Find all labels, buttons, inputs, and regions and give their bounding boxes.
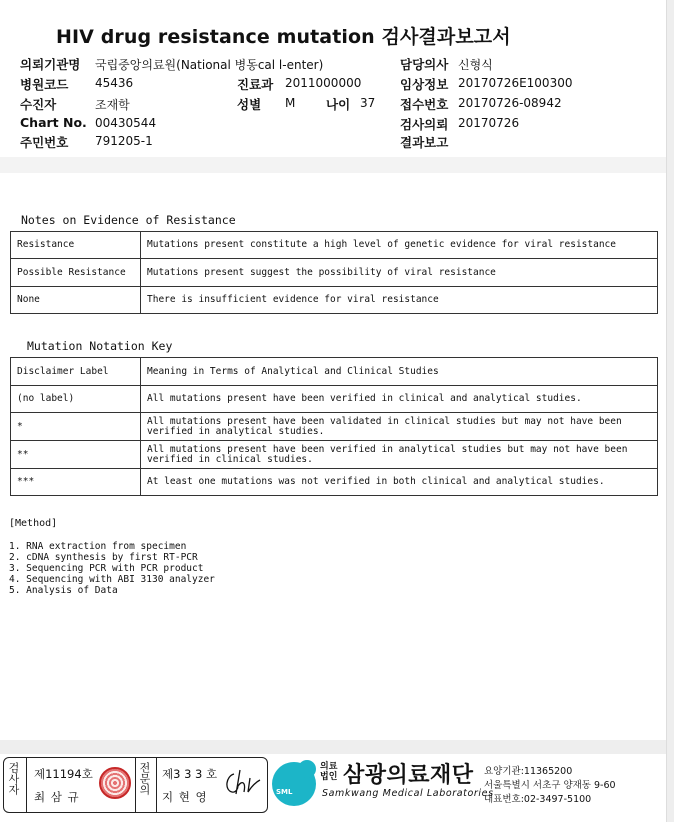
evidence-text: Mutations present constitute a high level of genetic evidence for viral resistance <box>141 232 658 259</box>
notation-text: At least one mutations was not verified in both clinical and analytical studies. <box>141 469 658 496</box>
footer-separator-band <box>0 740 666 754</box>
seal-stamp-icon <box>99 767 131 799</box>
evidence-section-title: Notes on Evidence of Resistance <box>21 213 236 227</box>
hospital-code-label: 병원코드 <box>20 77 69 92</box>
notation-section-title: Mutation Notation Key <box>27 339 173 353</box>
list-item: 3. Sequencing PCR with PCR product <box>9 563 204 574</box>
notation-table <box>10 357 658 496</box>
org-english-name: Samkwang Medical Laboratories <box>322 788 494 799</box>
hospital-code-value: 45436 <box>95 76 134 90</box>
org-kind: 의료법인 <box>320 762 338 782</box>
department-label: 진료과 <box>237 77 274 92</box>
evidence-label: Possible Resistance <box>11 259 141 287</box>
notation-label: Disclaimer Label <box>11 358 141 386</box>
table-row <box>11 259 658 287</box>
notation-label: *** <box>11 469 141 496</box>
page-edge <box>666 0 674 822</box>
notation-text: All mutations present have been verified in analytical studies but may not have been verified in clinical studies. <box>141 441 658 469</box>
table-row <box>11 386 658 413</box>
table-row <box>11 469 658 496</box>
doctor-value: 신형식 <box>458 58 493 72</box>
table-row <box>11 358 658 386</box>
patient-value: 조재학 <box>95 98 130 112</box>
notation-label: ** <box>11 441 141 469</box>
department-value: 2011000000 <box>285 76 362 90</box>
divider <box>26 758 27 812</box>
evidence-text: There is insufficient evidence for viral resistance <box>141 287 658 314</box>
evidence-text: Mutations present suggest the possibility of viral resistance <box>141 259 658 287</box>
clinical-info-value: 20170726E100300 <box>458 76 573 90</box>
notation-text: All mutations present have been validated in clinical studies but may not have been verified in analytical studies. <box>141 413 658 441</box>
method-list <box>9 541 215 596</box>
notation-text: All mutations present have been verified in clinical and analytical studies. <box>141 386 658 413</box>
table-row <box>11 232 658 259</box>
specialist-name: 지 현 영 <box>162 790 208 804</box>
care-org-code: 요양기관:11365200 <box>484 766 573 777</box>
patient-label: 수진자 <box>20 97 57 112</box>
list-item: 4. Sequencing with ABI 3130 analyzer <box>9 574 215 585</box>
inspector-label: 검사자 <box>7 762 20 795</box>
sml-logo-text: SML <box>276 788 293 796</box>
age-label: 나이 <box>326 97 351 112</box>
divider <box>156 758 157 812</box>
method-title: [Method] <box>9 518 58 529</box>
receipt-no-label: 접수번호 <box>400 97 449 112</box>
receipt-no-value: 20170726-08942 <box>458 96 562 110</box>
table-row <box>11 441 658 469</box>
inspector-name: 최 삼 규 <box>34 790 80 804</box>
org-phone: 대표번호:02-3497-5100 <box>484 794 592 805</box>
org-name: 삼광의료재단 <box>343 763 474 788</box>
sml-logo-accent <box>298 760 316 778</box>
chart-no-value: 00430544 <box>95 116 157 130</box>
institution-value: 국립중앙의료원(National 병동cal l-enter) <box>95 58 324 72</box>
sex-label: 성별 <box>237 97 262 112</box>
report-label: 결과보고 <box>400 135 449 150</box>
evidence-label: Resistance <box>11 232 141 259</box>
inspector-license-no: 제11194호 <box>34 767 93 781</box>
resident-no-label: 주민번호 <box>20 135 69 150</box>
request-date-label: 검사의뢰 <box>400 117 449 132</box>
report-title: HIV drug resistance mutation 검사결과보고서 <box>56 26 511 48</box>
resident-no-value: 791205-1 <box>95 134 153 148</box>
list-item: 2. cDNA synthesis by first RT-PCR <box>9 552 198 563</box>
list-item: 5. Analysis of Data <box>9 585 118 596</box>
clinical-info-label: 임상정보 <box>400 77 449 92</box>
specialist-label: 전문의 <box>138 762 151 795</box>
sex-value: M <box>285 96 296 110</box>
org-address: 서울특별시 서초구 양재동 9-60 <box>484 780 616 791</box>
institution-label: 의뢰기관명 <box>20 57 81 72</box>
signature-icon <box>222 768 262 798</box>
specialist-license-no: 제3 3 3 호 <box>162 767 218 781</box>
divider <box>135 758 136 812</box>
request-date-value: 20170726 <box>458 116 520 130</box>
evidence-table <box>10 231 658 314</box>
chart-no-label: Chart No. <box>20 115 87 130</box>
evidence-label: None <box>11 287 141 314</box>
signature-box <box>3 757 268 813</box>
age-value: 37 <box>360 96 376 110</box>
header-separator-band <box>0 157 666 173</box>
notation-text: Meaning in Terms of Analytical and Clinical Studies <box>141 358 658 386</box>
table-row <box>11 413 658 441</box>
notation-label: * <box>11 413 141 441</box>
notation-label: (no label) <box>11 386 141 413</box>
doctor-label: 담당의사 <box>400 57 449 72</box>
table-row <box>11 287 658 314</box>
list-item: 1. RNA extraction from specimen <box>9 541 187 552</box>
